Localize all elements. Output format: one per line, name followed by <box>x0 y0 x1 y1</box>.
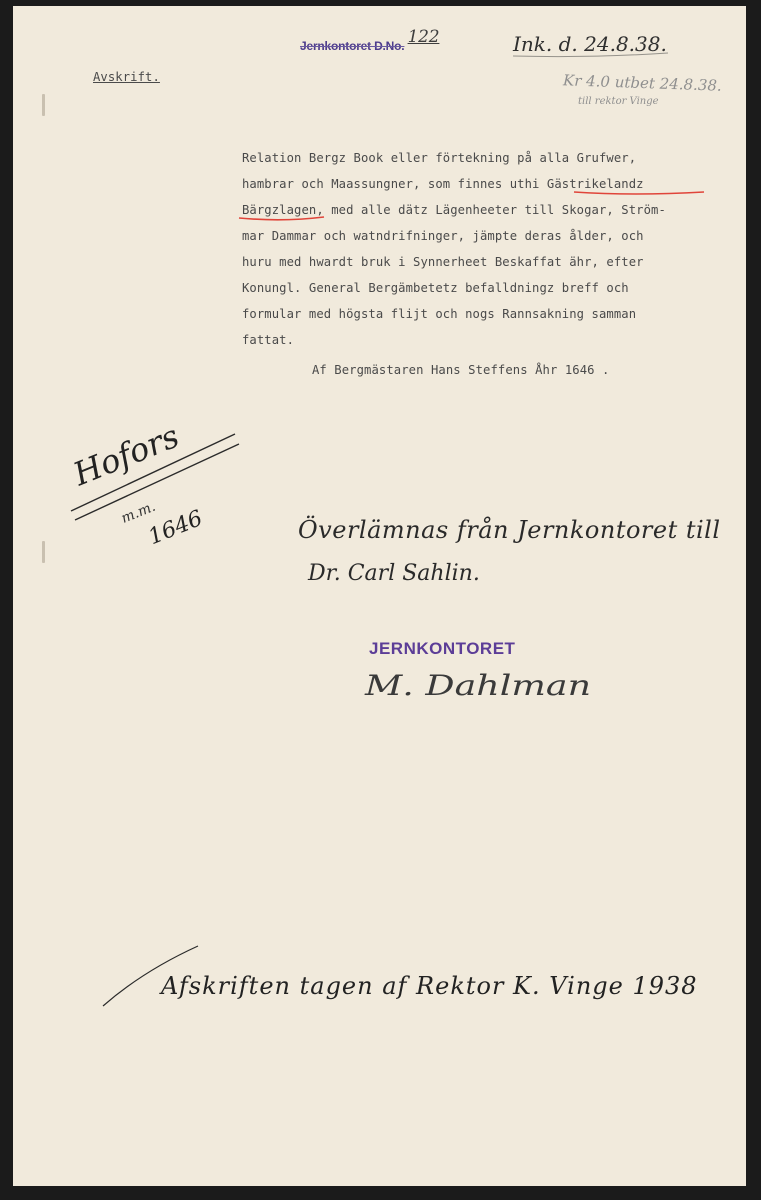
paragraph-line-7: formular med högsta flijt och nogs Rannsakning samman <box>242 307 637 321</box>
copy-attribution-note: Afskriften tagen af Rektor K. Vinge 1938 <box>161 972 698 1000</box>
author-line: Af Bergmästaren Hans Steffens Åhr 1646 . <box>312 363 610 377</box>
handover-note-line-1: Överlämnas från Jernkontoret till <box>298 516 721 544</box>
paragraph-line-8: fattat. <box>242 333 295 347</box>
payment-note: Kr 4.0 utbet 24.8.38. <box>562 71 723 95</box>
header-note-underline <box>513 53 668 57</box>
paragraph-line-6: Konungl. General Bergämbetetz befalldningz breff och <box>242 281 629 295</box>
margin-note-year: 1646 <box>145 506 207 551</box>
received-date-note: Ink. d. 24.8.38. <box>513 32 667 56</box>
margin-note-place: Hofors <box>68 416 185 494</box>
annotation-strokes <box>13 6 746 1186</box>
payment-note-recipient: till rektor Vinge <box>578 96 659 107</box>
handover-note-line-2: Dr. Carl Sahlin. <box>308 561 480 586</box>
stamp-signature: M. Dahlman <box>365 669 592 702</box>
jernkontoret-stamp: JERNKONTORET <box>369 639 516 658</box>
red-underline-bargzlagen <box>239 217 324 220</box>
journal-number: 122 <box>407 27 440 47</box>
paragraph-line-5: huru med hwardt bruk i Synnerheet Beskaffat ähr, efter <box>242 255 644 269</box>
margin-note-etc: m.m. <box>119 498 158 527</box>
journal-stamp-text: Jernkontoret D.No. <box>300 39 405 53</box>
paragraph-line-2: hambrar och Maassungner, som finnes uthi Gästrikelandz <box>242 177 644 191</box>
document-heading: Avskrift. <box>93 70 160 84</box>
paragraph-line-3: Bärgzlagen, med alle dätz Lägenheeter till Skogar, Ström- <box>242 203 666 217</box>
document-page <box>13 6 746 1186</box>
paragraph-line-1: Relation Bergz Book eller förtekning på alla Grufwer, <box>242 151 637 165</box>
red-underline-gastrikelandz <box>574 192 704 194</box>
paragraph-line-4: mar Dammar och watndrifninger, jämpte deras ålder, och <box>242 229 644 243</box>
